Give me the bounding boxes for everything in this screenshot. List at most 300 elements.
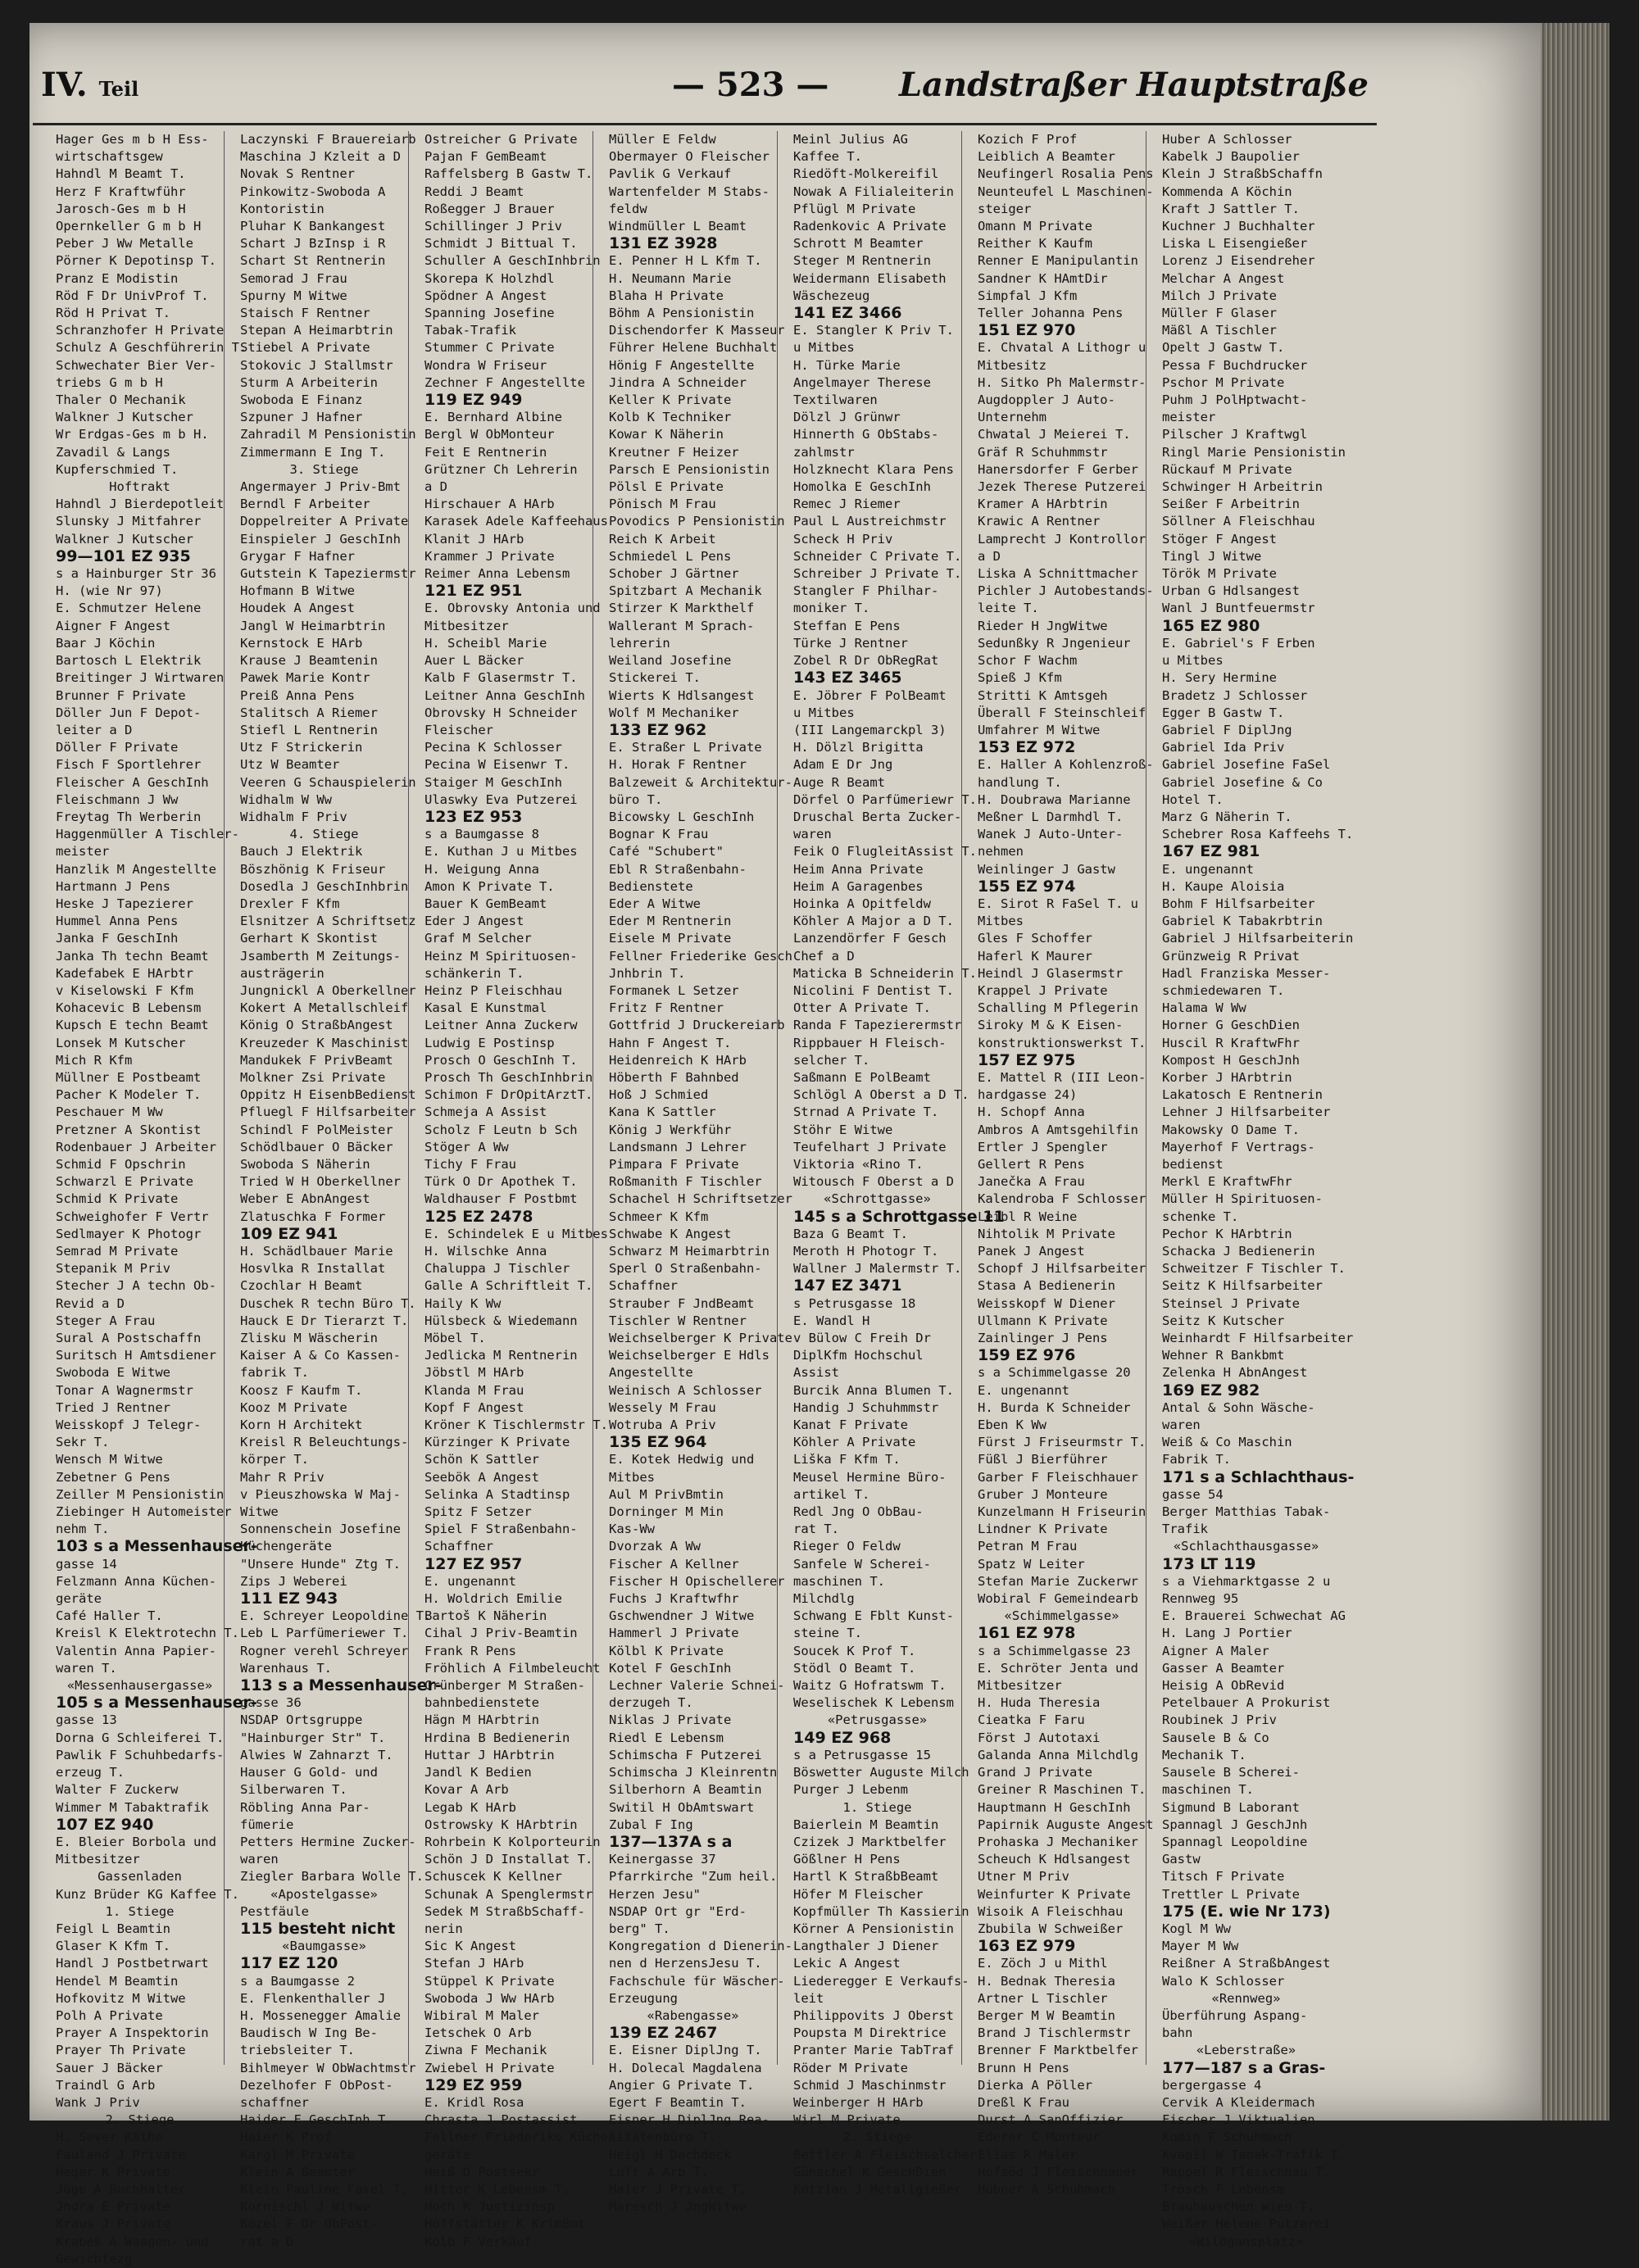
directory-entry: Kozel F Dr ObPost- [240, 2216, 378, 2232]
directory-entry: Jarosch-Ges m b H [56, 201, 186, 216]
directory-entry: Schwarz M Heimarbtrin [609, 1244, 770, 1259]
directory-entry: Fischer H Opischellerer [609, 1573, 785, 1589]
directory-entry: Wr Erdgas-Ges m b H. [56, 427, 209, 442]
directory-entry: Kunzelmann H Friseurin [978, 1504, 1146, 1520]
directory-entry: E. Obrovsky Antonia und [425, 601, 601, 616]
directory-entry: Fachschule für Wäscher- [609, 1973, 785, 1989]
directory-entry: Spanning Josefine [425, 306, 555, 321]
directory-entry: feldw [609, 201, 647, 216]
directory-entry: lehrerin [609, 635, 670, 651]
directory-entry: Zahradil M Pensionistin [240, 427, 416, 442]
directory-entry: bahn [1162, 2025, 1193, 2041]
column-3 [425, 131, 624, 2249]
section-heading: «Rabengasse» [647, 2007, 739, 2023]
directory-entry: Kas-Ww [609, 1522, 655, 1537]
directory-entry: H. Dolecal Magdalena [609, 2060, 762, 2075]
directory-entry: Trafik [1162, 1522, 1208, 1537]
directory-entry: Fauland J Private [56, 2147, 186, 2162]
directory-entry: Stepan A Heimarbtrin [240, 323, 393, 338]
directory-entry: E. Jöbrer F PolBeamt [793, 687, 947, 703]
directory-entry: Czochlar H Beamt [240, 1278, 363, 1294]
directory-entry: Janka F GeschInh [56, 931, 179, 946]
address-number: 149 EZ 968 [793, 1728, 892, 1747]
directory-entry: Walter F Zuckerw [56, 1782, 179, 1798]
directory-entry: Stokovic J Stallmstr [240, 357, 393, 373]
directory-entry: Dreßl K Frau [978, 2094, 1069, 2110]
directory-entry: zahlmstr [793, 444, 855, 460]
directory-entry: Kowar K Näherin [609, 427, 724, 442]
directory-entry: Schopf J Hilfsarbeiter [978, 1261, 1146, 1277]
directory-entry: derzugeh T. [609, 1695, 693, 1711]
directory-entry: Söllner A Fleischhau [1162, 514, 1315, 529]
directory-entry: Mahr R Priv [240, 1469, 325, 1485]
directory-entry: DiplKfm Hochschul [793, 1348, 924, 1363]
directory-entry: geräte [56, 1591, 102, 1607]
directory-entry: Höfer M Fleischer [793, 1886, 924, 1902]
directory-entry: Ringl Marie Pensionistin [1162, 444, 1346, 460]
directory-entry: Kalendroba F Schlosser [978, 1191, 1146, 1207]
directory-entry: Jindra A Schneider [609, 374, 747, 390]
street-title: Landstraßer Hauptstraße [899, 66, 1369, 104]
directory-entry: Neufingerl Rosalia Pens [978, 166, 1154, 182]
section-heading: 1. Stiege [842, 1799, 912, 1815]
directory-entry: Meßner L Darmhdl T. [978, 809, 1124, 824]
address-number: 153 EZ 972 [978, 738, 1076, 757]
directory-entry: Kürzinger K Private [425, 1435, 570, 1450]
directory-entry: E. Haller A Kohlenzroß- [978, 757, 1154, 773]
directory-entry: Hahndl M Beamt T. [56, 166, 186, 182]
directory-entry: Heidenreich K HArb [609, 1052, 747, 1068]
directory-entry: Heinz M Spirituosen- [425, 948, 578, 964]
section-heading: «Apostelgasse» [270, 1886, 378, 1902]
directory-entry: Melchar A Angest [1162, 270, 1285, 286]
directory-entry: Spödner A Angest [425, 288, 547, 303]
directory-entry: Wessely M Frau [609, 1399, 716, 1415]
directory-entry: Döller Jun F Depot- [56, 705, 202, 720]
directory-entry: Maier J Private T. [609, 2181, 747, 2197]
directory-entry: Karasek Adele Kaffeehaus [425, 514, 608, 529]
directory-entry: schaffner [240, 2094, 309, 2110]
directory-entry: Korber J HArbtrin [1162, 1069, 1292, 1085]
directory-entry: nen d HerzensJesu T. [609, 1956, 762, 1971]
directory-entry: Auer L Bäcker [425, 653, 524, 669]
directory-entry: Schebrer Rosa Kaffeehs T. [1162, 827, 1354, 842]
directory-entry: Weinlinger J Gastw [978, 861, 1115, 877]
directory-entry: Schön J D Installat T. [425, 1852, 593, 1867]
directory-entry: Lakatosch E Rentnerin [1162, 1087, 1323, 1103]
directory-entry: Silberhorn A Beamtin [609, 1782, 762, 1798]
address-number: 161 EZ 978 [978, 1624, 1076, 1643]
directory-entry: Dosedla J GeschInhbrin [240, 878, 409, 894]
directory-entry: Valentin Anna Papier- [56, 1643, 216, 1658]
directory-entry: Stödl O Beamt T. [793, 1660, 916, 1676]
directory-entry: Fürst J Friseurmstr T. [978, 1435, 1146, 1450]
directory-entry: Teller Johanna Pens [978, 306, 1124, 321]
directory-entry: Staisch F Rentner [240, 306, 370, 321]
directory-entry: Fleischer A GeschInh [56, 774, 209, 790]
directory-entry: Schön K Sattler [425, 1452, 539, 1467]
directory-entry: Koosz F Kaufm T. [240, 1382, 363, 1398]
directory-entry: Kreuzeder K Maschinist [240, 1035, 409, 1050]
address-number: 151 EZ 970 [978, 321, 1076, 340]
directory-entry: Ullmann K Private [978, 1313, 1108, 1328]
directory-entry: Weselischek K Lebensm [793, 1695, 954, 1711]
directory-entry: Elsnitzer A Schriftsetz [240, 914, 416, 929]
directory-entry: Stritti K Amtsgeh [978, 687, 1108, 703]
directory-entry: Steger M Rentnerin [793, 253, 931, 269]
directory-entry: E. Straßer L Private [609, 740, 762, 755]
directory-entry: Laczynski F Brauereiarb [240, 132, 416, 147]
directory-entry: Kuchner J Buchhalter [1162, 219, 1315, 234]
address-number: 175 (E. wie Nr 173) [1162, 1902, 1331, 1921]
directory-entry: Haier K Prof [240, 2130, 332, 2145]
directory-entry: E. Stangler K Priv T. [793, 323, 954, 338]
directory-entry: moniker T. [793, 601, 870, 616]
directory-entry: Böszhönig K Friseur [240, 861, 386, 877]
directory-entry: Traindl G Arb [56, 2077, 156, 2093]
directory-entry: Kupferschmied T. [56, 461, 179, 477]
directory-entry: Mayerhof F Vertrags- [1162, 1139, 1315, 1154]
directory-entry: Prayer Th Private [56, 2043, 186, 2058]
directory-entry: Sic K Angest [425, 1939, 516, 1954]
directory-entry: Petelbauer A Prokurist [1162, 1695, 1331, 1711]
directory-entry: Kooz M Private [240, 1399, 347, 1415]
directory-entry: konstruktionswerkst T. [978, 1035, 1146, 1050]
directory-entry: Galle A Schriftleit T. [425, 1278, 593, 1294]
directory-entry: Pimpara F Private [609, 1156, 739, 1172]
directory-entry: Kopf F Angest [425, 1399, 524, 1415]
directory-entry: Feit E Rentnerin [425, 444, 547, 460]
directory-entry: Rennweg 95 [1162, 1591, 1239, 1607]
directory-entry: Schmid F Opschrin [56, 1156, 186, 1172]
directory-entry: H. Lang J Portier [1162, 1626, 1292, 1641]
directory-entry: Widhalm F Priv [240, 809, 347, 824]
directory-entry: Heisig A ObRevid [1162, 1678, 1285, 1694]
directory-entry: Wobiral F Gemeindearb [978, 1591, 1138, 1607]
directory-entry: Wibiral M Maler [425, 2007, 539, 2023]
directory-entry: Lorenz J Eisendreher [1162, 253, 1315, 269]
directory-entry: Glaser K Kfm T. [56, 1939, 170, 1954]
directory-entry: Mitbesitzer [978, 1678, 1062, 1694]
directory-entry: Dvorzak A Ww [609, 1539, 701, 1554]
directory-entry: Eder M Rentnerin [609, 914, 732, 929]
directory-entry: Schillinger J Priv [425, 219, 562, 234]
directory-entry: Komin F Schuhmach [1162, 2130, 1292, 2145]
directory-entry: Grünberger M Straßen- [425, 1678, 585, 1694]
section-heading: «Schimmelgasse» [1004, 1608, 1119, 1624]
directory-entry: Tried W H Oberkellner [240, 1174, 401, 1190]
directory-entry: Pörner K Depotinsp T. [56, 253, 216, 269]
directory-entry: Führer Helene Buchhalt [609, 340, 778, 356]
directory-entry: Ertler J Spengler [978, 1139, 1108, 1154]
section-heading: Gassenladen [98, 1869, 182, 1885]
directory-entry: artikel T. [793, 1486, 870, 1502]
directory-entry: Haily K Ww [425, 1295, 502, 1311]
directory-entry: Ludwig E Postinsp [425, 1035, 555, 1050]
directory-entry: Riedöft-Molkereifil [793, 166, 939, 182]
directory-entry: Garber F Fleischhauer [978, 1469, 1138, 1485]
directory-entry: Roubinek J Priv [1162, 1712, 1277, 1728]
directory-entry: Schindl F PolMeister [240, 1122, 393, 1137]
directory-entry: Hartmann J Pens [56, 878, 170, 894]
directory-entry: Simpfal J Kfm [978, 288, 1078, 303]
directory-entry: Sonnenschein Josefine [240, 1522, 401, 1537]
directory-entry: Fuchs J Kraftwfhr [609, 1591, 739, 1607]
directory-entry: Neunteufel L Maschinen- [978, 184, 1154, 199]
directory-entry: Milchdlg [793, 1591, 855, 1607]
directory-entry: Pluhar K Bankangest [240, 219, 386, 234]
directory-entry: E. Schröter Jenta und [978, 1660, 1138, 1676]
directory-entry: Dierka A Pöller [978, 2077, 1092, 2093]
directory-entry: Weinisch A Schlosser [609, 1382, 762, 1398]
directory-entry: Umfahrer M Witwe [978, 722, 1101, 737]
directory-entry: Lindner K Private [978, 1522, 1108, 1537]
directory-entry: Titsch F Private [1162, 1869, 1285, 1885]
directory-entry: waren T. [56, 1660, 117, 1676]
directory-entry: Liska L Eisengießer [1162, 236, 1308, 252]
directory-entry: Veeren G Schauspielerin [240, 774, 416, 790]
directory-entry: Hartl K StraßbBeamt [793, 1869, 939, 1885]
directory-entry: Eder J Angest [425, 914, 524, 929]
directory-entry: Hanzlik M Angestellte [56, 861, 216, 877]
directory-entry: Gerhart K Skontist [240, 931, 378, 946]
directory-entry: Lonsek M Kutscher [56, 1035, 186, 1050]
directory-entry: Molkner Zsi Private [240, 1069, 386, 1085]
directory-entry: Stüppel K Private [425, 1973, 555, 1989]
directory-entry: Spatz W Leiter [978, 1556, 1085, 1572]
directory-entry: Herz F Kraftwführ [56, 184, 186, 199]
directory-entry: Scheuch K Hdlsangest [978, 1852, 1131, 1867]
directory-entry: Soucek K Prof T. [793, 1643, 916, 1658]
directory-entry: Fisch F Sportlehrer [56, 757, 202, 773]
directory-entry: Schunak A Spenglermstr [425, 1886, 593, 1902]
directory-entry: Schaffner [425, 1539, 493, 1554]
directory-entry: Stasa A Bedienerin [978, 1278, 1115, 1294]
directory-entry: Gschwendner J Witwe [609, 1608, 755, 1624]
directory-entry: Hammerl J Private [609, 1626, 739, 1641]
directory-entry: Gewichtezg [56, 2251, 133, 2266]
directory-entry: Maschina J Kzleit a D [240, 149, 401, 165]
directory-entry: Walkner J Kutscher [56, 410, 193, 425]
directory-entry: Kana K Sattler [609, 1105, 716, 1120]
directory-entry: fabrik T. [240, 1365, 309, 1381]
directory-entry: Schweitzer F Tischler T. [1162, 1261, 1346, 1277]
directory-entry: H. Sever Käthe [56, 2130, 163, 2145]
section-heading: 2. Stiege [842, 2130, 912, 2145]
directory-entry: fümerie [240, 1817, 294, 1832]
directory-entry: Langthaler J Diener [793, 1939, 939, 1954]
directory-entry: Mitbes [978, 914, 1024, 929]
address-number: 173 LT 119 [1162, 1554, 1256, 1573]
directory-entry: Tischler W Rentner [609, 1313, 747, 1328]
directory-entry: Pajan F GemBeamt [425, 149, 547, 165]
directory-entry: Gabriel J Hilfsarbeiterin [1162, 931, 1354, 946]
directory-entry: E. Zöch J u Mithl [978, 1956, 1108, 1971]
directory-entry: Seebök A Angest [425, 1469, 539, 1485]
directory-entry: selcher T. [793, 1052, 870, 1068]
directory-entry: Rieger O Feldw [793, 1539, 901, 1554]
directory-entry: Omann M Private [978, 219, 1092, 234]
directory-entry: Schart J BzInsp i R [240, 236, 386, 252]
directory-entry: Meroth H Photogr T. [793, 1244, 939, 1259]
directory-entry: Kasal E Kunstmal [425, 1000, 547, 1016]
directory-entry: Weinfurter K Private [978, 1886, 1131, 1902]
directory-entry: maschinen T. [1162, 1782, 1254, 1798]
directory-entry: Müller E Feldw [609, 132, 716, 147]
directory-entry: Leibl R Weine [978, 1209, 1078, 1224]
directory-entry: Teufelhart J Private [793, 1139, 947, 1154]
directory-entry: Steger A Frau [56, 1313, 156, 1328]
directory-entry: Kraft J Sattler T. [1162, 201, 1300, 216]
section-heading: 3. Stiege [289, 461, 359, 477]
directory-entry: s a Petrusgasse 15 [793, 1747, 931, 1762]
directory-entry: gasse 13 [56, 1712, 117, 1728]
directory-entry: Novak S Rentner [240, 166, 355, 182]
directory-entry: Török M Private [1162, 566, 1277, 582]
directory-entry: Brauhauschen Wien T. [1162, 2199, 1315, 2215]
directory-entry: schänkerin T. [425, 965, 524, 981]
directory-entry: Möbel T. [425, 1331, 486, 1346]
directory-entry: Gabriel Josefine & Co [1162, 774, 1323, 790]
directory-entry: Obermayer O Fleischer [609, 149, 770, 165]
directory-entry: Meusel Hermine Büro- [793, 1469, 947, 1485]
directory-entry: Schacka J Bedienerin [1162, 1244, 1315, 1259]
directory-entry: nehm T. [56, 1522, 110, 1537]
directory-entry: H. (wie Nr 97) [56, 583, 163, 599]
directory-entry: Schimon F DrOpitArztT. [425, 1087, 593, 1103]
directory-entry: Ostrowsky K HArbtrin [425, 1817, 578, 1832]
directory-entry: Först J Autotaxi [978, 1730, 1101, 1745]
directory-entry: Zips J Weberei [240, 1573, 347, 1589]
directory-entry: gasse 36 [240, 1695, 302, 1711]
directory-entry: Legab K HArb [425, 1799, 516, 1815]
directory-entry: Höberth F Bahnbed [609, 1069, 739, 1085]
directory-entry: Kölbl K Private [609, 1643, 724, 1658]
directory-entry: Gabriel K Tabakrbtrin [1162, 914, 1323, 929]
directory-entry: Kaiser A & Co Kassen- [240, 1348, 401, 1363]
directory-entry: Wolf M Mechaniker [609, 705, 739, 720]
directory-entry: Dorninger M Min [609, 1504, 724, 1520]
directory-entry: E. Penner H L Kfm T. [609, 253, 762, 269]
directory-entry: Hülsbeck & Wiedemann [425, 1313, 578, 1328]
directory-entry: Zainlinger J Pens [978, 1331, 1108, 1346]
column-6 [978, 131, 1154, 2197]
directory-entry: Marz G Näherin T. [1162, 809, 1292, 824]
directory-entry: König O StraßbAngest [240, 1018, 393, 1033]
directory-entry: Eder A Witwe [609, 896, 701, 911]
directory-entry: Fritz F Rentner [609, 1000, 724, 1016]
directory-entry: Schimscha J Kleinrentn [609, 1765, 778, 1780]
directory-entry: Handig J Schuhmmstr [793, 1399, 939, 1415]
directory-entry: Switil H ObAmtswart [609, 1799, 755, 1815]
directory-entry: Gles F Schoffer [978, 931, 1092, 946]
directory-entry: Weber E AbnAngest [240, 1191, 370, 1207]
directory-entry: Heinz P Fleischhau [425, 982, 562, 998]
directory-entry: Wäschezeug [793, 288, 870, 303]
directory-entry: Waitz G Hofratswm T. [793, 1678, 947, 1694]
directory-entry: Kohacevic B Lebensm [56, 1000, 202, 1016]
directory-entry: Makowsky O Dame T. [1162, 1122, 1300, 1137]
directory-entry: Spannagl J GeschJnh [1162, 1817, 1308, 1832]
directory-entry: Prosch Th GeschInhbrin [425, 1069, 593, 1085]
directory-entry: Thaler O Mechanik [56, 392, 186, 408]
directory-entry: Trettler L Private [1162, 1886, 1300, 1902]
directory-entry: Steinsel J Private [1162, 1295, 1300, 1311]
directory-entry: Körner A Pensionistin [793, 1921, 954, 1936]
directory-entry: Petran M Frau [978, 1539, 1078, 1554]
directory-entry: Hofkovitz M Witwe [56, 1990, 186, 2006]
directory-entry: Urban G Hdlsangest [1162, 583, 1300, 599]
directory-entry: Liederegger E Verkaufs- [793, 1973, 969, 1989]
directory-entry: Kreisl K Elektrotechn T. [56, 1626, 239, 1641]
directory-entry: waren [793, 827, 832, 842]
directory-entry: Kopfmüller Th Kassierin [793, 1903, 969, 1919]
directory-entry: Weichselberger K Private [609, 1331, 792, 1346]
directory-entry: Baudisch W Ing Be- [240, 2025, 378, 2041]
directory-entry: Swoboda E Finanz [240, 392, 363, 408]
directory-entry: Ambros A Amtsgehilfin [978, 1122, 1138, 1137]
directory-entry: Stiebel A Private [240, 340, 370, 356]
directory-entry: E. ungenannt [425, 1573, 516, 1589]
directory-entry: Steffan E Pens [793, 618, 901, 633]
directory-entry: Lehner J Hilfsarbeiter [1162, 1105, 1331, 1120]
directory-entry: Zeiller M Pensionistin [56, 1486, 225, 1502]
address-number: 163 EZ 979 [978, 1937, 1076, 1956]
directory-entry: handlung T. [978, 774, 1062, 790]
directory-entry: v Pieuszhowska W Maj- [240, 1486, 401, 1502]
directory-entry: Prayer A Inspektorin [56, 2025, 209, 2041]
directory-entry: Röd H Privat T. [56, 306, 170, 321]
address-number: 109 EZ 941 [240, 1224, 338, 1243]
directory-entry: Chwatal J Meierei T. [978, 427, 1131, 442]
directory-entry: Pestfäule [240, 1903, 309, 1919]
directory-entry: Spiel F Straßenbahn- [425, 1522, 578, 1537]
directory-entry: Kraus J Private [56, 2216, 170, 2232]
directory-entry: Schmeja A Assist [425, 1105, 547, 1120]
directory-entry: Mäßl A Tischler [1162, 323, 1277, 338]
directory-entry: schmiedewaren T. [1162, 982, 1285, 998]
directory-entry: Hinnerth G ObStabs- [793, 427, 939, 442]
directory-entry: Egert F Beamtin T. [609, 2094, 747, 2110]
address-number: 145 s a Schrottgasse 11 [793, 1207, 1005, 1226]
directory-entry: Sanfele W Scherei- [793, 1556, 931, 1572]
directory-entry: Pecina K Schlosser [425, 740, 562, 755]
directory-entry: H. Wilschke Anna [425, 1244, 547, 1259]
directory-entry: Purger J Lebenm [793, 1782, 908, 1798]
directory-entry: nehmen [978, 844, 1024, 860]
section-heading: «Rennweg» [1211, 1990, 1281, 2006]
directory-entry: Klanda M Frau [425, 1382, 524, 1398]
address-number: 147 EZ 3471 [793, 1277, 902, 1295]
directory-entry: Kunz Brüder KG Kaffee T. [56, 1886, 239, 1902]
directory-entry: E. ungenannt [978, 1382, 1069, 1398]
directory-entry: gasse 54 [1162, 1486, 1224, 1502]
address-number: 125 EZ 2478 [425, 1207, 533, 1226]
directory-entry: Schalling M Pflegerin [978, 1000, 1138, 1016]
directory-entry: Reimer Anna Lebensm [425, 566, 570, 582]
directory-entry: Schwechater Bier Ver- [56, 357, 216, 373]
address-number: 165 EZ 980 [1162, 616, 1260, 635]
directory-entry: Zebetner G Pens [56, 1469, 170, 1485]
directory-entry: Brand J Tischlermstr [978, 2025, 1131, 2041]
directory-entry: Röd F Dr UnivProf T. [56, 288, 209, 303]
directory-entry: Renner E Manipulantin [978, 253, 1138, 269]
directory-entry: Utz W Beamter [240, 757, 340, 773]
directory-entry: v Kiselowski F Kfm [56, 982, 193, 998]
directory-entry: "Unsere Hunde" Ztg T. [240, 1556, 401, 1572]
directory-entry: Bicowsky L GeschInh [609, 809, 755, 824]
directory-entry: Luft A Arb T. [609, 2164, 709, 2180]
